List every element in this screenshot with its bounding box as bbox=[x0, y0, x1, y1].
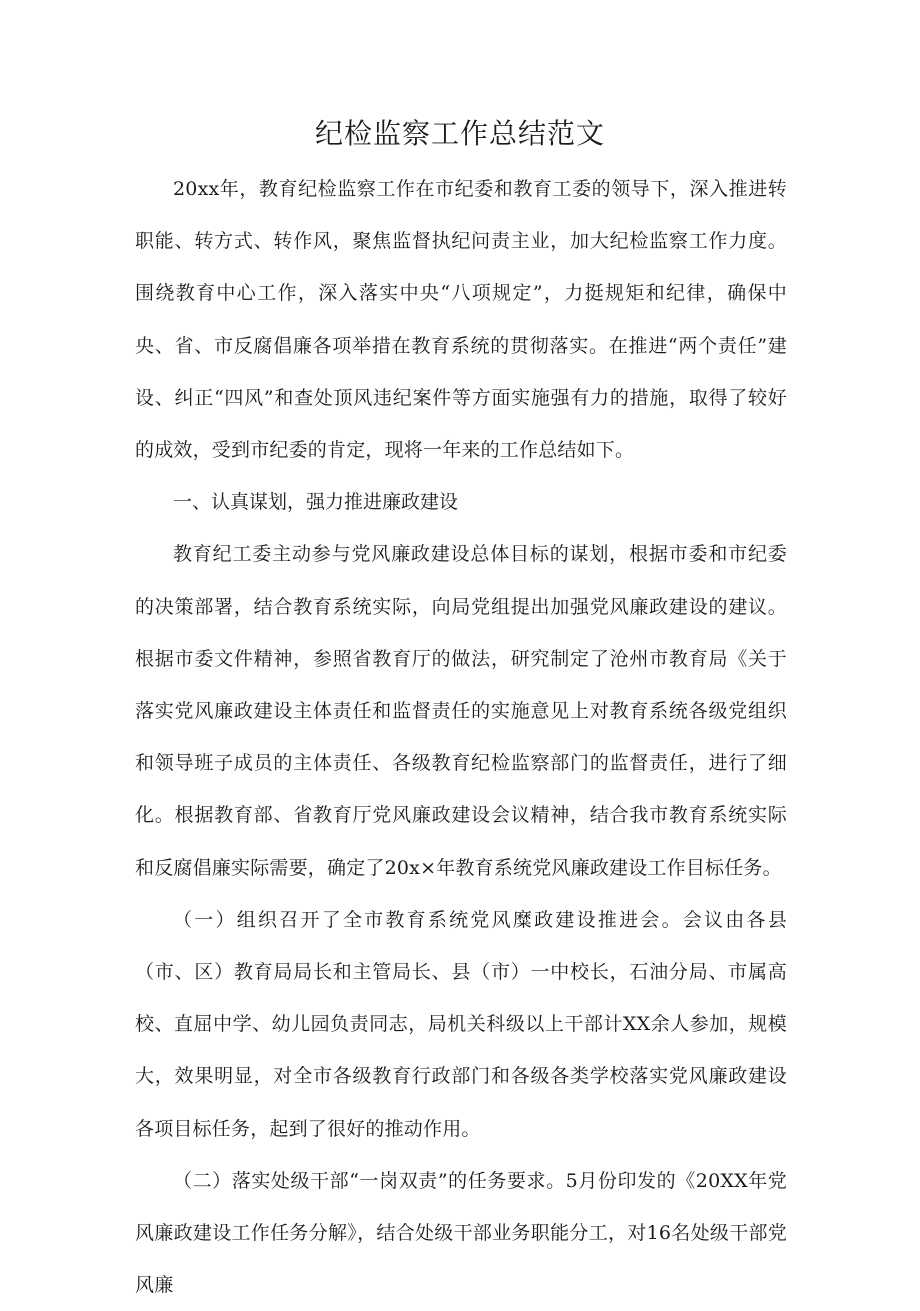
document-body bbox=[135, 163, 787, 1311]
section-heading-1: 一、认真谋划，强力推进廉政建设 bbox=[173, 491, 459, 514]
paragraph-planning: 教育纪工委主动参与党风廉政建设总体目标的谋划，根据市委和市纪委的决策部署，结合教育系统实际，向局党组提出加强党风廉政建设的建议。根据市委文件精神，参照省教育厅的做法，研究制定了沧州市教育局《关于落实党风廉政建设主体责任和监督责任的实施意见上对教育系统各级党组织和领导班子成员的主体责任、各级教育纪检监察部门的监督责任，进行了细化。根据教育部、省教育厅党风廉政建设会议精神，结合我市教育系统实际和反腐倡廉实际需要，确定了20x×年教育系统党风廉政建设工作目标任务。 bbox=[135, 543, 787, 879]
paragraph-item-2: （二）落实处级干部“一岗双责”的任务要求。5月份印发的《20XX年党风廉政建设工作任务分解》，结合处级干部业务职能分工，对16名处级干部党风廉 bbox=[135, 1169, 787, 1297]
paragraph-item-1: （一）组织召开了全市教育系统党风糜政建设推进会。会议由各县（市、区）教育局局长和主管局长、县（市）一中校长，石油分局、市属高校、直屈中学、幼儿园负责同志，局机关科级以上干部计XX余人参加，规模大，效果明显，对全市各级教育行政部门和各级各类学校落实党风廉政建设各项目标任务，起到了很好的推动作用。 bbox=[135, 908, 787, 1140]
document-title: 纪检监察工作总结范文 bbox=[314, 117, 605, 150]
paragraph-intro: 20xx年，教育纪检监察工作在市纪委和教育工委的领导下，深入推进转职能、转方式、转作风，聚焦监督执纪问责主业，加大纪检监察工作力度。围绕教育中心工作，深入落实中央“八项规定”，力挺规矩和纪律，确保中央、省、市反腐倡廉各项举措在教育系统的贯彻落实。在推进“两个责任”建设、纠正“四风”和查处顶风违纪案件等方面实施强有力的措施，取得了较好的成效，受到市纪委的肯定，现将一年来的工作总结如下。 bbox=[135, 178, 787, 462]
